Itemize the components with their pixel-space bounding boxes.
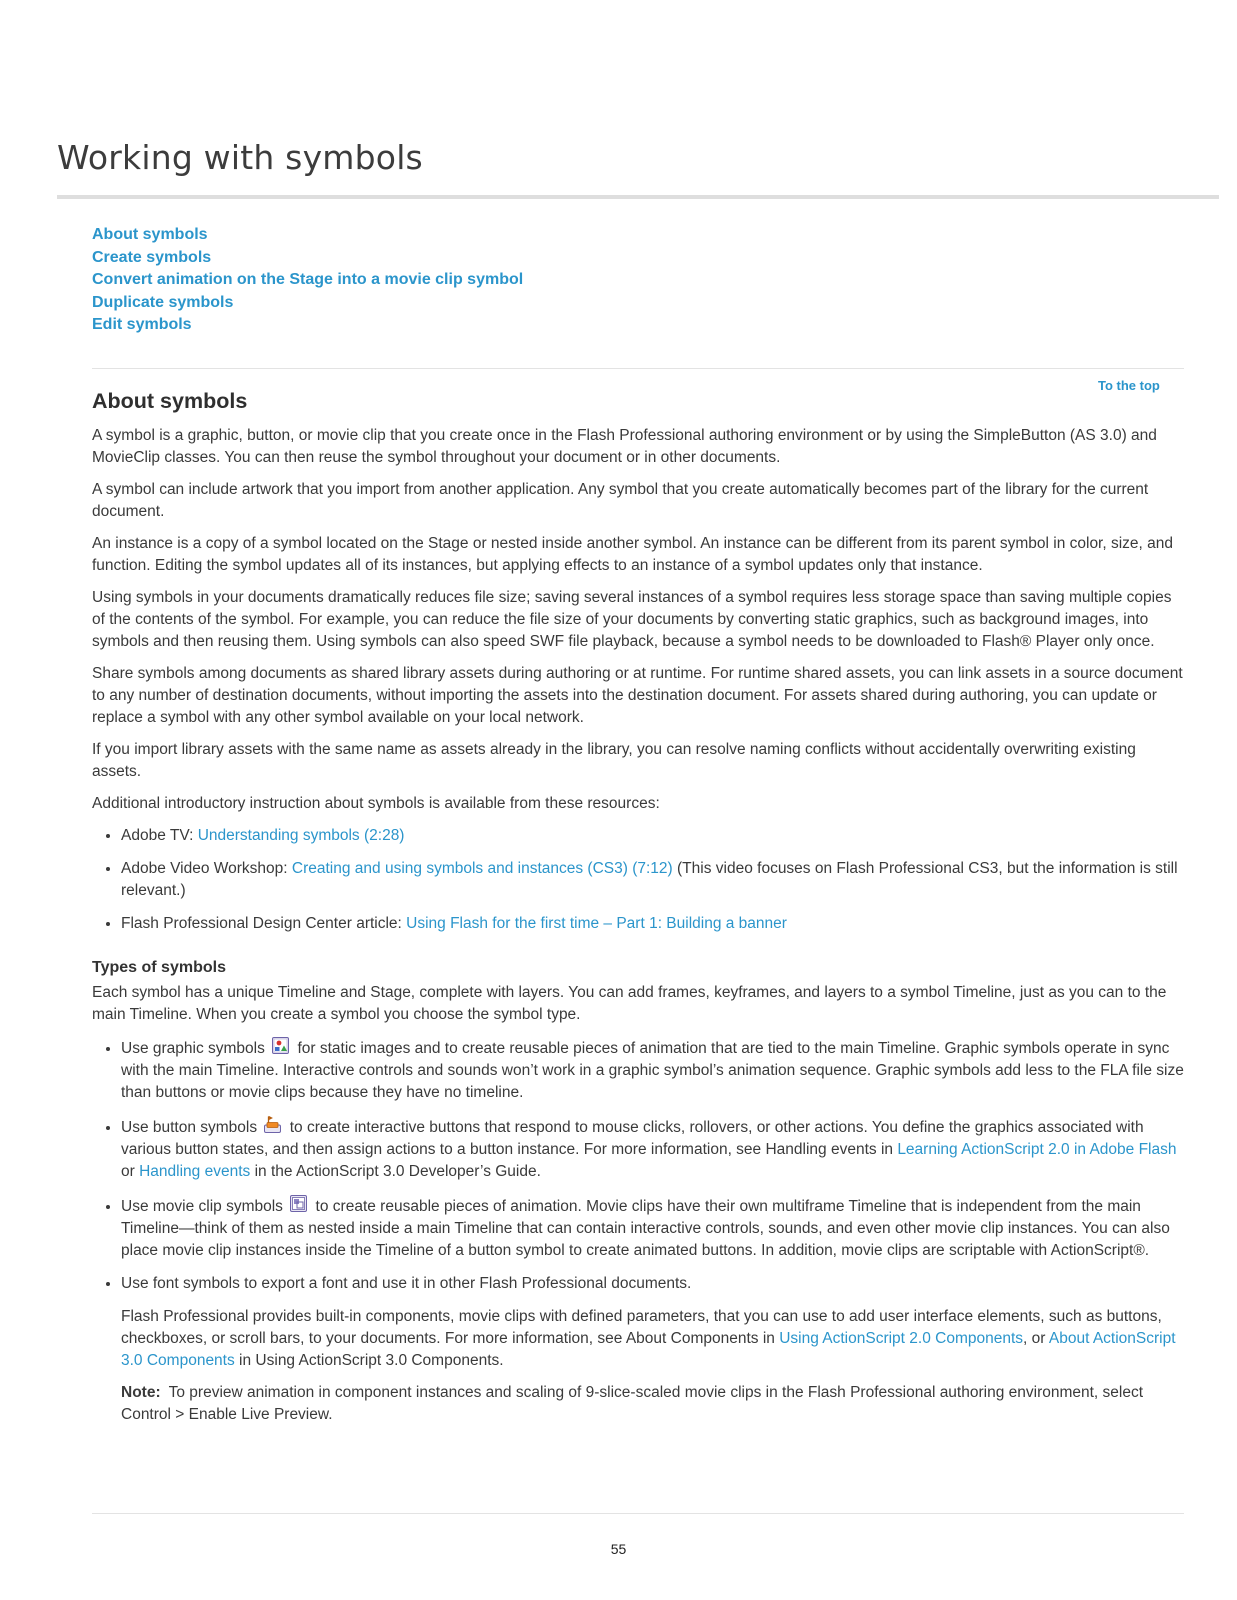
toc-link-convert-animation[interactable]: Convert animation on the Stage into a movie clip symbol [92, 271, 524, 288]
paragraph: Using symbols in your documents dramatically reduces file size; saving several instances of a symbol requires less storage space than saving multiple copies of the contents of the symbol. For example, you can reduce the file size of your documents by converting static graphics, such as background images, into symbols and then reusing them. Using symbols can also speed SWF file playback, because a symbol needs to be downloaded to Flash® Player only once. [92, 589, 1172, 650]
list-item: • Flash Professional Design Center article: Using Flash for the first time – Part 1: Building a banner [121, 913, 1185, 935]
page-number: 55 [610, 1541, 627, 1557]
table-of-contents [92, 224, 523, 337]
components-paragraph: Flash Professional provides built-in components, movie clips with defined parameters, that you can use to add user interface elements, such as buttons, checkboxes, or scroll bars, to your documents. For more information, see About Components in Using ActionScript 2.0 Components, or About ActionScript 3.0 Components in Using ActionScript 3.0 Components. [121, 1308, 1176, 1369]
movie-clip-symbol-icon [289, 1194, 308, 1213]
paragraph: Each symbol has a unique Timeline and Stage, complete with layers. You can add frames, keyframes, and layers to a symbol Timeline, just as you can to the main Timeline. When you create a symbol you choose the symbol type. [92, 984, 1167, 1023]
link-using-flash-first-time[interactable]: Using Flash for the first time – Part 1: Building a banner [406, 915, 787, 932]
section-divider [92, 368, 1184, 369]
footer-divider [92, 1513, 1184, 1514]
list-item: • Use button symbols to create interactive buttons that respond to mouse clicks, rollovers, or other actions. You define the graphics associated with various button states, and then assign actions to a button instance. For more information, see Handling events in Learning ActionScript 2.0 in Adobe Flash or Handling events in the ActionScript 3.0 Developer’s Guide. [121, 1115, 1185, 1183]
section-heading: About symbols [92, 389, 248, 413]
subsection-heading: Types of symbols [92, 959, 226, 976]
paragraph: A symbol can include artwork that you import from another application. Any symbol that you create automatically becomes part of the library for the current document. [92, 481, 1149, 520]
link-using-actionscript-2-components[interactable]: Using ActionScript 2.0 Components [779, 1330, 1024, 1347]
main-content [92, 386, 1185, 1437]
link-handling-events[interactable]: Handling events [139, 1163, 251, 1180]
paragraph: A symbol is a graphic, button, or movie clip that you create once in the Flash Professional authoring environment or by using the SimpleButton (AS 3.0) and MovieClip classes. You can then reuse the symbol throughout your document or in other documents. [92, 427, 1157, 466]
symbol-types-list [92, 1036, 1185, 1426]
page-title: Working with symbols [57, 138, 423, 177]
toc-link-about-symbols[interactable]: About symbols [92, 226, 208, 243]
link-creating-using-symbols[interactable]: Creating and using symbols and instances (CS3) (7:12) [291, 860, 673, 877]
link-about-actionscript-3-components[interactable]: About ActionScript 3.0 Components [121, 1330, 1176, 1369]
link-learning-actionscript-2[interactable]: Learning ActionScript 2.0 in Adobe Flash [897, 1141, 1177, 1158]
list-item: • Use graphic symbols for static images and to create reusable pieces of animation that are tied to the main Timeline. Graphic symbols operate in sync with the main Timeline. Interactive controls and sounds won’t work in a graphic symbol’s animation sequence. Graphic symbols add less to the FLA file size than buttons or movie clips because they have no timeline. [121, 1036, 1185, 1104]
note-label: Note: [121, 1384, 161, 1401]
resources-list [92, 825, 1185, 935]
paragraph: Share symbols among documents as shared library assets during authoring or at runtime. For runtime shared assets, you can link assets in a source document to any number of destination documents, without importing the assets into the destination document. For assets shared during authoring, you can update or replace a symbol with any other symbol available on your local network. [92, 665, 1183, 726]
list-item: • Adobe Video Workshop: Creating and using symbols and instances (CS3) (7:12) (This video focuses on Flash Professional CS3, but the information is still relevant.) [121, 858, 1185, 902]
list-item: • Use movie clip symbols to create reusable pieces of animation. Movie clips have their own multiframe Timeline that is independent from the main Timeline—think of them as nested inside a main Timeline that can contain interactive controls, sounds, and even other movie clip instances. You can also place movie clip instances inside the Timeline of a button symbol to create animated buttons. In addition, movie clips are scriptable with ActionScript®. [121, 1194, 1185, 1262]
to-the-top-link[interactable]: To the top [1098, 378, 1160, 393]
link-understanding-symbols[interactable]: Understanding symbols (2:28) [197, 827, 405, 844]
toc-link-duplicate-symbols[interactable]: Duplicate symbols [92, 293, 234, 311]
note: Note: To preview animation in component instances and scaling of 9-slice-scaled movie clips in the Flash Professional authoring environment, select Control > Enable Live Preview. [121, 1384, 1144, 1423]
toc-link-create-symbols[interactable]: Create symbols [92, 248, 212, 266]
list-item: • Use font symbols to export a font and use it in other Flash Professional documents. Flash Professional provides built-in components, movie clips with defined parameters, that you can use to add user interface elements, such as buttons, checkboxes, or scroll bars, to your documents. For more information, see About Components in Using ActionScript 2.0 Components, or About ActionScript 3.0 Components in Using ActionScript 3.0 Components. Note: To preview animation in component instances and scaling of 9-slice-scaled movie clips in the Flash Professional authoring environment, select Control > Enable Live Preview. [121, 1273, 1185, 1426]
button-symbol-icon [263, 1115, 282, 1134]
graphic-symbol-icon [271, 1036, 290, 1055]
toc-link-edit-symbols[interactable]: Edit symbols [92, 316, 192, 333]
title-divider [57, 195, 1219, 199]
paragraph: If you import library assets with the same name as assets already in the library, you can resolve naming conflicts without accidentally overwriting existing assets. [92, 741, 1136, 780]
paragraph: Additional introductory instruction about symbols is available from these resources: [92, 795, 660, 812]
list-item: • Adobe TV: Understanding symbols (2:28) [121, 825, 1185, 847]
paragraph: An instance is a copy of a symbol located on the Stage or nested inside another symbol. An instance can be different from its parent symbol in color, size, and function. Editing the symbol updates all of its instances, but applying effects to an instance of a symbol updates only that instance. [92, 535, 1174, 574]
